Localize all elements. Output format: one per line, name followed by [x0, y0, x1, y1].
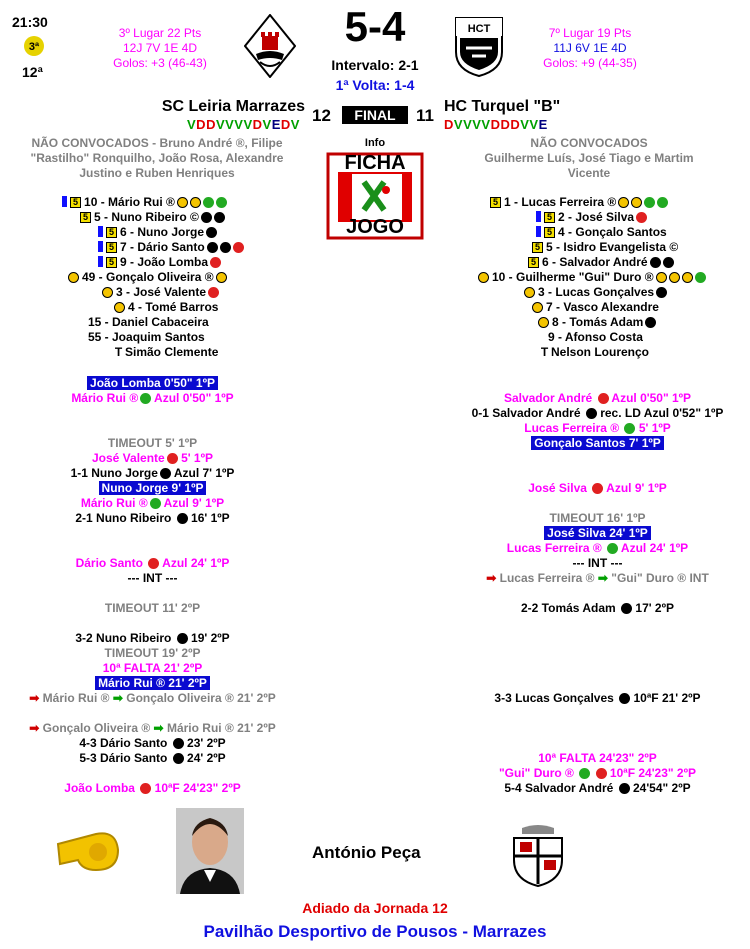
red-card-icon	[233, 242, 244, 253]
blue-card-icon	[656, 287, 667, 298]
home-goals: Golos: +3 (46-43)	[113, 56, 207, 70]
event-time: 16' 1ºP	[191, 511, 230, 525]
starter-marker	[62, 196, 67, 207]
event-player: 5-3 Dário Santo	[79, 751, 168, 765]
goal-icon	[214, 212, 225, 223]
sub-icon	[68, 272, 79, 283]
interval-row: --- INT ---	[127, 571, 178, 585]
player-name: 4 - Tomé Barros	[128, 300, 219, 314]
event-row[interactable]	[10, 451, 295, 466]
event-highlight[interactable]: Nuno Jorge 9' 1ºP	[99, 481, 207, 495]
event-player: 2-2 Tomás Adam	[521, 601, 616, 615]
yellow-card-icon	[682, 272, 693, 283]
roster-row[interactable]	[98, 240, 310, 255]
foul-row: 10ª FALTA 24'23" 2ºP	[538, 751, 657, 765]
home-events	[10, 376, 295, 796]
event-time: 10ªF 24'23" 2ºP	[154, 781, 241, 795]
event-player: 4-3 Dário Santo	[79, 736, 168, 750]
event-row[interactable]	[455, 481, 740, 496]
sub-icon	[538, 317, 549, 328]
event-row[interactable]	[10, 736, 295, 751]
form-letter: V	[290, 117, 300, 132]
event-row[interactable]	[455, 421, 740, 436]
goal-icon	[619, 783, 630, 794]
red-card-icon	[208, 287, 219, 298]
roster-row[interactable]	[536, 210, 740, 225]
sub-out-arrow-icon: ➡	[29, 691, 40, 705]
away-form	[444, 117, 548, 132]
goal-icon	[201, 212, 212, 223]
five-badge: 5	[106, 257, 117, 268]
event-highlight[interactable]: José Silva 24' 1ºP	[544, 526, 651, 540]
roster-row[interactable]	[112, 300, 310, 315]
red-card-icon	[598, 393, 609, 404]
roster-row[interactable]	[88, 330, 310, 345]
starter-marker	[98, 256, 103, 267]
home-form	[187, 117, 300, 132]
form-letter: E	[538, 117, 548, 132]
foul-row: 10ª FALTA 21' 2ºP	[102, 661, 203, 675]
home-rank: 3º Lugar 22 Pts	[118, 26, 202, 40]
sub-in-arrow-icon: ➡	[112, 691, 123, 705]
postponed-note: Adiado da Jornada 12	[302, 900, 448, 916]
roster-row[interactable]	[536, 315, 740, 330]
green-card-icon	[624, 423, 635, 434]
form-letter: V	[481, 117, 491, 132]
red-card-icon	[210, 257, 221, 268]
player-name: 9 - Afonso Costa	[548, 330, 643, 344]
player-name: 2 - José Silva	[558, 210, 635, 224]
event-player: Lucas Ferreira ®	[499, 571, 595, 585]
event-player: Gonçalo Oliveira ®	[42, 721, 151, 735]
event-player: 3-2 Nuno Ribeiro	[75, 631, 172, 645]
event-row[interactable]	[455, 691, 740, 706]
home-team-name[interactable]: SC Leiria Marrazes	[161, 98, 305, 115]
event-row[interactable]	[10, 556, 295, 571]
roster-row[interactable]	[98, 225, 310, 240]
coach-name: Nelson Lourenço	[551, 345, 650, 359]
timeout-row: TIMEOUT 19' 2ºP	[104, 646, 201, 660]
form-letter: D	[500, 117, 511, 132]
form-letter: D	[196, 117, 207, 132]
event-time: Azul 7' 1ºP	[173, 466, 235, 480]
roster-row[interactable]	[80, 210, 310, 225]
player-name: 5 - Nuno Ribeiro ©	[94, 210, 199, 224]
event-time: Azul 0'50" 1ºP	[154, 391, 234, 405]
event-time: 23' 2ºP	[187, 736, 226, 750]
player-name: 9 - João Lomba	[120, 255, 209, 269]
round-label: 12ª	[22, 64, 43, 80]
event-player: 3-3 Lucas Gonçalves	[494, 691, 614, 705]
timeout-row: TIMEOUT 11' 2ºP	[104, 601, 201, 615]
event-time: rec. LD Azul 0'52" 1ºP	[600, 406, 724, 420]
home-score-number: 12	[312, 106, 331, 125]
five-badge: 5	[106, 227, 117, 238]
player-name: 6 - Salvador André	[542, 255, 648, 269]
event-time: 24'54" 2ºP	[632, 781, 691, 795]
player-name: 3 - Lucas Gonçalves	[538, 285, 655, 299]
yellow-card-icon	[656, 272, 667, 283]
whistle-icon	[52, 826, 122, 876]
event-row[interactable]	[455, 391, 740, 406]
event-time: Azul 24' 1ºP	[162, 556, 230, 570]
penalty-icon	[645, 317, 656, 328]
form-letter: V	[529, 117, 539, 132]
red-card-icon	[140, 783, 151, 794]
home-roster	[60, 195, 310, 360]
event-player: 5-4 Salvador André	[504, 781, 614, 795]
goal-icon	[207, 242, 218, 253]
five-badge: 5	[544, 227, 555, 238]
sub-icon	[478, 272, 489, 283]
player-name: 7 - Dário Santo	[120, 240, 205, 254]
association-crest-icon	[508, 822, 568, 888]
roster-row[interactable]	[66, 270, 310, 285]
roster-row[interactable]	[62, 195, 310, 210]
five-badge: 5	[70, 197, 81, 208]
event-player: Salvador André	[503, 391, 593, 405]
player-name: 8 - Tomás Adam	[552, 315, 644, 329]
blue-card-icon	[160, 468, 171, 479]
event-time: Azul 24' 1ºP	[620, 541, 689, 555]
player-name: 49 - Gonçalo Oliveira ®	[82, 270, 214, 284]
event-row[interactable]	[455, 541, 740, 556]
event-row[interactable]	[10, 511, 295, 526]
goal-icon	[177, 633, 188, 644]
player-name: 5 - Isidro Evangelista ©	[546, 240, 679, 254]
event-player: 2-1 Nuno Ribeiro	[75, 511, 172, 525]
starter-marker	[98, 241, 103, 252]
green-card-icon	[579, 768, 590, 779]
event-player: 1-1 Nuno Jorge	[70, 466, 158, 480]
event-time: Azul 9' 1ºP	[606, 481, 667, 495]
form-letter: D	[490, 117, 501, 132]
event-player: Mário Rui ® 21' 2ºP	[166, 721, 276, 735]
sub-in-arrow-icon: ➡	[153, 721, 164, 735]
away-absent-list: Guilherme Luís, José Tiago e Martim Vicente	[484, 151, 694, 180]
halftime-score: Intervalo: 2-1	[331, 57, 419, 73]
event-row[interactable]	[455, 781, 740, 796]
event-row[interactable]	[455, 766, 740, 781]
referee-photo	[176, 808, 244, 894]
green-card-icon	[216, 197, 227, 208]
form-letter: D	[252, 117, 263, 132]
goal-icon	[663, 257, 674, 268]
red-card-icon	[592, 483, 603, 494]
event-row[interactable]	[455, 601, 740, 616]
event-player: José Valente	[92, 451, 165, 465]
goal-icon	[173, 753, 184, 764]
five-badge: 5	[106, 242, 117, 253]
blue-card-icon	[206, 227, 217, 238]
away-record: 11J 6V 1E 4D	[553, 41, 627, 55]
red-card-icon	[148, 558, 159, 569]
player-name: 15 - Daniel Cabaceira	[88, 315, 209, 329]
event-player: João Lomba	[64, 781, 135, 795]
roster-row[interactable]	[98, 255, 310, 270]
event-player: Mário Rui ®	[42, 691, 110, 705]
svg-text:HCT: HCT	[467, 23, 491, 35]
form-letter: V	[187, 117, 197, 132]
event-time: 24' 2ºP	[187, 751, 226, 765]
away-events	[455, 391, 740, 796]
jogo-title: JOGO	[346, 216, 404, 238]
five-badge: 5	[80, 212, 91, 223]
substitution-row[interactable]	[10, 721, 295, 736]
coach-icon: T	[114, 345, 123, 359]
home-form-letters	[187, 117, 300, 132]
home-absent	[22, 136, 292, 181]
event-player: José Silva	[528, 481, 587, 495]
event-player: Gonçalo Oliveira ® 21' 2ºP	[126, 691, 276, 705]
event-row[interactable]	[10, 496, 295, 511]
substitution-row[interactable]	[10, 691, 295, 706]
five-badge: 5	[528, 257, 539, 268]
goal-icon	[177, 513, 188, 524]
goal-icon	[586, 408, 597, 419]
away-score-number: 11	[416, 106, 434, 125]
event-player: Mário Rui ®	[80, 496, 148, 510]
player-name: 1 - Lucas Ferreira ®	[504, 195, 617, 209]
home-absent-list: - Bruno André ®, Filipe "Rastilho" Ronquilho, João Rosa, Alexandre Justino e Ruben Henriques	[30, 136, 284, 180]
form-letter: D	[510, 117, 521, 132]
event-time: 5' 1ºP	[638, 421, 671, 435]
event-time: Azul 9' 1ºP	[163, 496, 225, 510]
roster-row[interactable]	[88, 315, 310, 330]
sub-icon	[114, 302, 125, 313]
event-row[interactable]	[10, 781, 295, 796]
away-team-name[interactable]: HC Turquel "B"	[444, 98, 561, 115]
event-time: 19' 2ºP	[191, 631, 230, 645]
red-card-icon	[167, 453, 178, 464]
green-card-icon	[150, 498, 161, 509]
first-leg-score: 1ª Volta: 1-4	[335, 77, 415, 93]
event-time: Azul 0'50" 1ºP	[611, 391, 692, 405]
event-player: Mário Rui ®	[71, 391, 139, 405]
sub-icon	[524, 287, 535, 298]
yellow-card-icon	[216, 272, 227, 283]
timeout-row: TIMEOUT 5' 1ºP	[107, 436, 198, 450]
substitution-row[interactable]	[455, 571, 740, 586]
sub-icon	[532, 302, 543, 313]
starter-marker	[536, 226, 541, 237]
event-highlight[interactable]: João Lomba 0'50" 1ºP	[87, 376, 218, 390]
roster-row[interactable]	[548, 330, 740, 345]
final-score: 5-4	[344, 3, 406, 50]
roster-row[interactable]	[536, 225, 740, 240]
five-badge: 5	[532, 242, 543, 253]
referee-name[interactable]: António Peça	[312, 843, 421, 862]
player-name: 7 - Vasco Alexandre	[546, 300, 659, 314]
sub-out-arrow-icon: ➡	[486, 571, 497, 585]
form-letter: D	[280, 117, 291, 132]
info-label[interactable]: Info	[364, 137, 386, 149]
event-time: 17' 2ºP	[635, 601, 674, 615]
goal-icon	[173, 738, 184, 749]
svg-text:3ª: 3ª	[28, 41, 40, 53]
round-icon	[22, 34, 46, 58]
event-player: 0-1 Salvador André	[471, 406, 581, 420]
event-player: Lucas Ferreira ®	[524, 421, 620, 435]
player-name: 3 - José Valente	[116, 285, 207, 299]
event-time: 5' 1ºP	[181, 451, 213, 465]
interval-row: --- INT ---	[572, 556, 623, 570]
red-card-icon	[636, 212, 647, 223]
form-letter: V	[243, 117, 253, 132]
away-goals: Golos: +9 (44-35)	[543, 56, 637, 70]
roster-row[interactable]	[100, 285, 310, 300]
event-row[interactable]	[10, 751, 295, 766]
green-card-icon	[657, 197, 668, 208]
form-letter: V	[215, 117, 226, 132]
roster-row[interactable]	[476, 270, 740, 285]
form-letter: D	[444, 117, 454, 132]
match-time: 21:30	[12, 14, 48, 30]
event-player: "Gui" Duro ® INT	[611, 571, 709, 585]
yellow-card-icon	[177, 197, 188, 208]
form-letter: E	[271, 117, 281, 132]
green-card-icon	[203, 197, 214, 208]
event-row[interactable]	[10, 466, 295, 481]
five-badge: 5	[544, 212, 555, 223]
green-card-icon	[140, 393, 151, 404]
red-card-icon	[596, 768, 607, 779]
event-row[interactable]	[10, 391, 295, 406]
form-letter: V	[234, 117, 244, 132]
sub-in-arrow-icon: ➡	[597, 571, 608, 585]
roster-row[interactable]	[522, 285, 740, 300]
form-letter: V	[453, 117, 464, 132]
player-name: 10 - Guilherme "Gui" Duro ®	[492, 270, 654, 284]
goal-icon	[220, 242, 231, 253]
form-letter: V	[472, 117, 482, 132]
home-crest-icon[interactable]	[244, 14, 296, 78]
penalty-icon	[621, 603, 632, 614]
sub-out-arrow-icon: ➡	[29, 721, 40, 735]
yellow-card-icon	[631, 197, 642, 208]
form-letter: D	[206, 117, 216, 132]
yellow-card-icon	[190, 197, 201, 208]
home-record: 12J 7V 1E 4D	[122, 41, 198, 55]
event-highlight[interactable]: Mário Rui ® 21' 2ºP	[95, 676, 210, 690]
sub-icon	[102, 287, 113, 298]
event-highlight[interactable]: Gonçalo Santos 7' 1ºP	[531, 436, 664, 450]
venue-name[interactable]: Pavilhão Desportivo de Pousos - Marrazes	[203, 922, 547, 941]
yellow-card-icon	[669, 272, 680, 283]
form-letter: V	[520, 117, 530, 132]
starter-marker	[536, 211, 541, 222]
green-card-icon	[695, 272, 706, 283]
roster-row[interactable]	[530, 300, 740, 315]
coach-icon: T	[540, 345, 549, 359]
starter-marker	[98, 226, 103, 237]
event-row[interactable]	[455, 406, 740, 421]
player-name: 10 - Mário Rui ®	[84, 195, 175, 209]
roster-row[interactable]	[528, 255, 740, 270]
roster-row[interactable]	[538, 345, 740, 360]
roster-row[interactable]	[112, 345, 310, 360]
yellow-card-icon	[618, 197, 629, 208]
away-crest-icon[interactable]	[452, 14, 506, 78]
player-name: 6 - Nuno Jorge	[120, 225, 205, 239]
coach-name: Simão Clemente	[125, 345, 219, 359]
ficha-title: FICHA	[344, 152, 406, 174]
five-badge: 5	[490, 197, 501, 208]
goal-icon	[650, 257, 661, 268]
roster-row[interactable]	[490, 195, 740, 210]
final-badge: FINAL	[342, 106, 408, 124]
event-player: Lucas Ferreira ®	[506, 541, 602, 555]
away-roster	[490, 195, 740, 360]
goal-icon	[619, 693, 630, 704]
event-player: "Gui" Duro ®	[498, 766, 574, 780]
player-name: 55 - Joaquim Santos	[88, 330, 205, 344]
event-row[interactable]	[10, 631, 295, 646]
away-rank: 7º Lugar 19 Pts	[548, 26, 632, 40]
away-absent	[474, 136, 704, 181]
player-name: 4 - Gonçalo Santos	[558, 225, 667, 239]
away-absent-title: NÃO CONVOCADOS	[530, 136, 648, 150]
form-letter: V	[463, 117, 473, 132]
green-card-icon	[607, 543, 618, 554]
form-letter: V	[262, 117, 272, 132]
timeout-row: TIMEOUT 16' 1ºP	[549, 511, 646, 525]
home-absent-title: NÃO CONVOCADOS	[31, 136, 149, 150]
form-letter: V	[225, 117, 235, 132]
event-player: Dário Santo	[75, 556, 143, 570]
event-time: 10ªF 24'23" 2ºP	[609, 766, 696, 780]
event-time: 10ªF 21' 2ºP	[633, 691, 701, 705]
green-card-icon	[644, 197, 655, 208]
roster-row[interactable]	[532, 240, 740, 255]
away-form-letters	[444, 117, 548, 132]
